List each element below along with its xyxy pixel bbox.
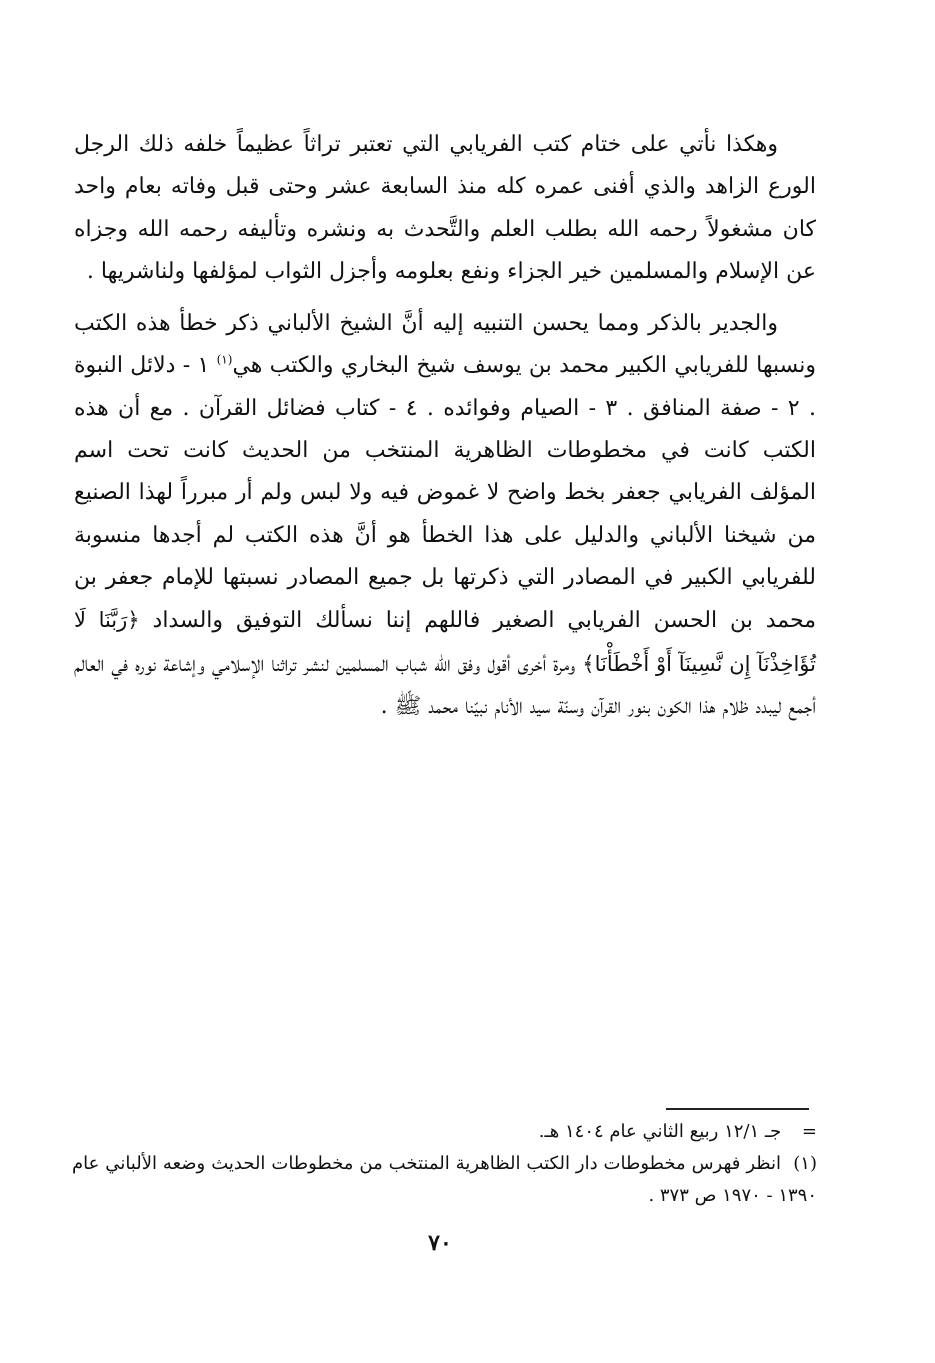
footnote-continuation — [72, 1116, 817, 1148]
main-text — [74, 124, 816, 728]
quran-verse: ﴿رَبَّنَا لَا تُؤَاخِذْنَآ إِن نَّسِينَآ أَوْ أَخْطَأْنَا﴾ — [74, 608, 816, 676]
footnote-reference-1[interactable]: (١) — [216, 353, 233, 368]
footnote-1 — [72, 1148, 817, 1212]
footnote-continuation-text: جـ ١٢/١ ربيع الثاني عام ١٤٠٤ هـ. — [538, 1121, 782, 1142]
page-number: ٧٠ — [428, 1230, 452, 1256]
footnote-1-text: انظر فهرس مخطوطات دار الكتب الظاهرية المنتخب من مخطوطات الحديث وضعه الألباني عام ١٣٩٠ - ١٩٧٠ ص ٣٧٣ . — [72, 1153, 817, 1206]
paragraph-text-closing: ومرة أخرى أقول وفق الله شباب المسلمين لنشر تراثنا الإسلامي وإشاعة نوره في العالم أجمع ليبدد ظلام هذا الكون بنور القرآن وسنّة سيد الأنام نبيّنا محمد ﷺ . — [74, 651, 816, 719]
paragraph-closing-remarks — [74, 124, 816, 293]
paragraph-text-before-marker: والجدير بالذكر ومما يحسن التنبيه إليه أنَّ الشيخ الألباني ذكر خطأ هذه الكتب ونسبها للفريابي الكبير محمد بن يوسف شيخ البخاري والكتب هي — [74, 311, 817, 379]
footnote-1-marker: (١) — [793, 1153, 817, 1174]
footnote-separator — [666, 1108, 809, 1110]
paragraph-attribution-note — [74, 303, 816, 728]
paragraph-text: وهكذا نأتي على ختام كتب الفريابي التي تعتبر تراثاً عظيماً خلفه ذلك الرجل الورع الزاهد والذي أفنى عمره كله منذ السابعة عشر وحتى قبل وفاته بعام واحد كان مشغولاً رحمه الله بطلب العلم والتَّحدث به ونشره وتأليفه رحمه الله وجزاه عن الإسلام والمسلمين خير الجزاء ونفع بعلومه وأجزل الثواب لمؤلفها ولناشريها . — [74, 132, 816, 284]
footnotes — [72, 1116, 817, 1212]
footnote-continuation-marker: = — [801, 1121, 817, 1142]
paragraph-text-after-marker: ١ - دلائل النبوة . ٢ - صفة المنافق . ٣ - الصيام وفوائده . ٤ - كتاب فضائل القرآن . مع أن هذه الكتب كانت في مخطوطات الظاهرية المنتخب من الحديث كانت تحت اسم المؤلف الفريابي جعفر بخط واضح لا غموض فيه ولا لبس ولم أر مبرراً لهذا الصنيع من شيخنا الألباني والدليل على هذا الخطأ هو أنَّ هذه الكتب لم أجدها منسوبة للفريابي الكبير في المصادر التي ذكرتها بل جميع المصادر نسبتها للإمام جعفر بن محمد بن الحسن الفريابي الصغير فاللهم إننا نسألك التوفيق والسداد — [74, 353, 817, 634]
